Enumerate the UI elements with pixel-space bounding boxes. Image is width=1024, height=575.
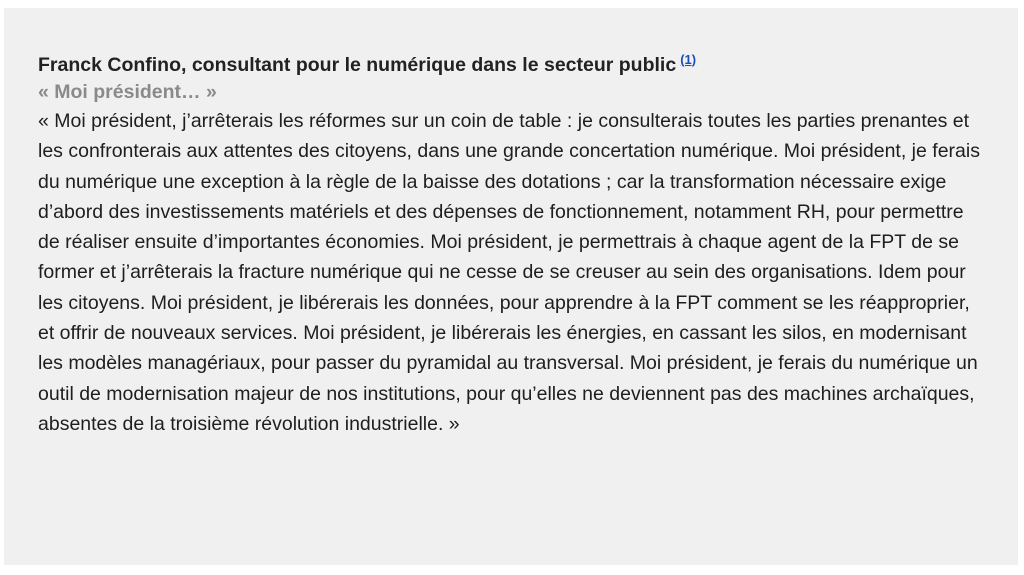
author-name: Franck Confino, consultant pour le numérique dans le secteur public bbox=[38, 54, 677, 76]
quote-card bbox=[4, 8, 1018, 565]
footnote-link[interactable]: (1) bbox=[680, 51, 697, 67]
quote-body: « Moi président, j’arrêterais les réformes sur un coin de table : je consulterais toutes les parties prenantes et les confronterais aux attentes des citoyens, dans une grande concertation numérique. Moi président, je ferais du numérique une exception à la règle de la baisse des dotations ; car la transformation nécessaire exige d’abord des investissements matériels et des dépenses de fonctionnement, notamment RH, pour permettre de réaliser ensuite d’importantes économies. Moi président, je permettrais à chaque agent de la FPT de se former et j’arrêterais la fracture numérique qui ne cesse de se creuser au sein des organisations. Idem pour les citoyens. Moi président, je libérerais les données, pour apprendre à la FPT comment se les réapproprier, et offrir de nouveaux services. Moi président, je libérerais les énergies, en cassant les silos, en modernisant les modèles managériaux, pour passer du pyramidal au transversal. Moi président, je ferais du numérique un outil de modernisation majeur de nos institutions, pour qu’elles ne deviennent pas des machines archaïques, absentes de la troisième révolution industrielle. » bbox=[38, 110, 980, 435]
author-heading bbox=[38, 52, 988, 78]
quote-subtitle: « Moi président… » bbox=[38, 81, 217, 103]
